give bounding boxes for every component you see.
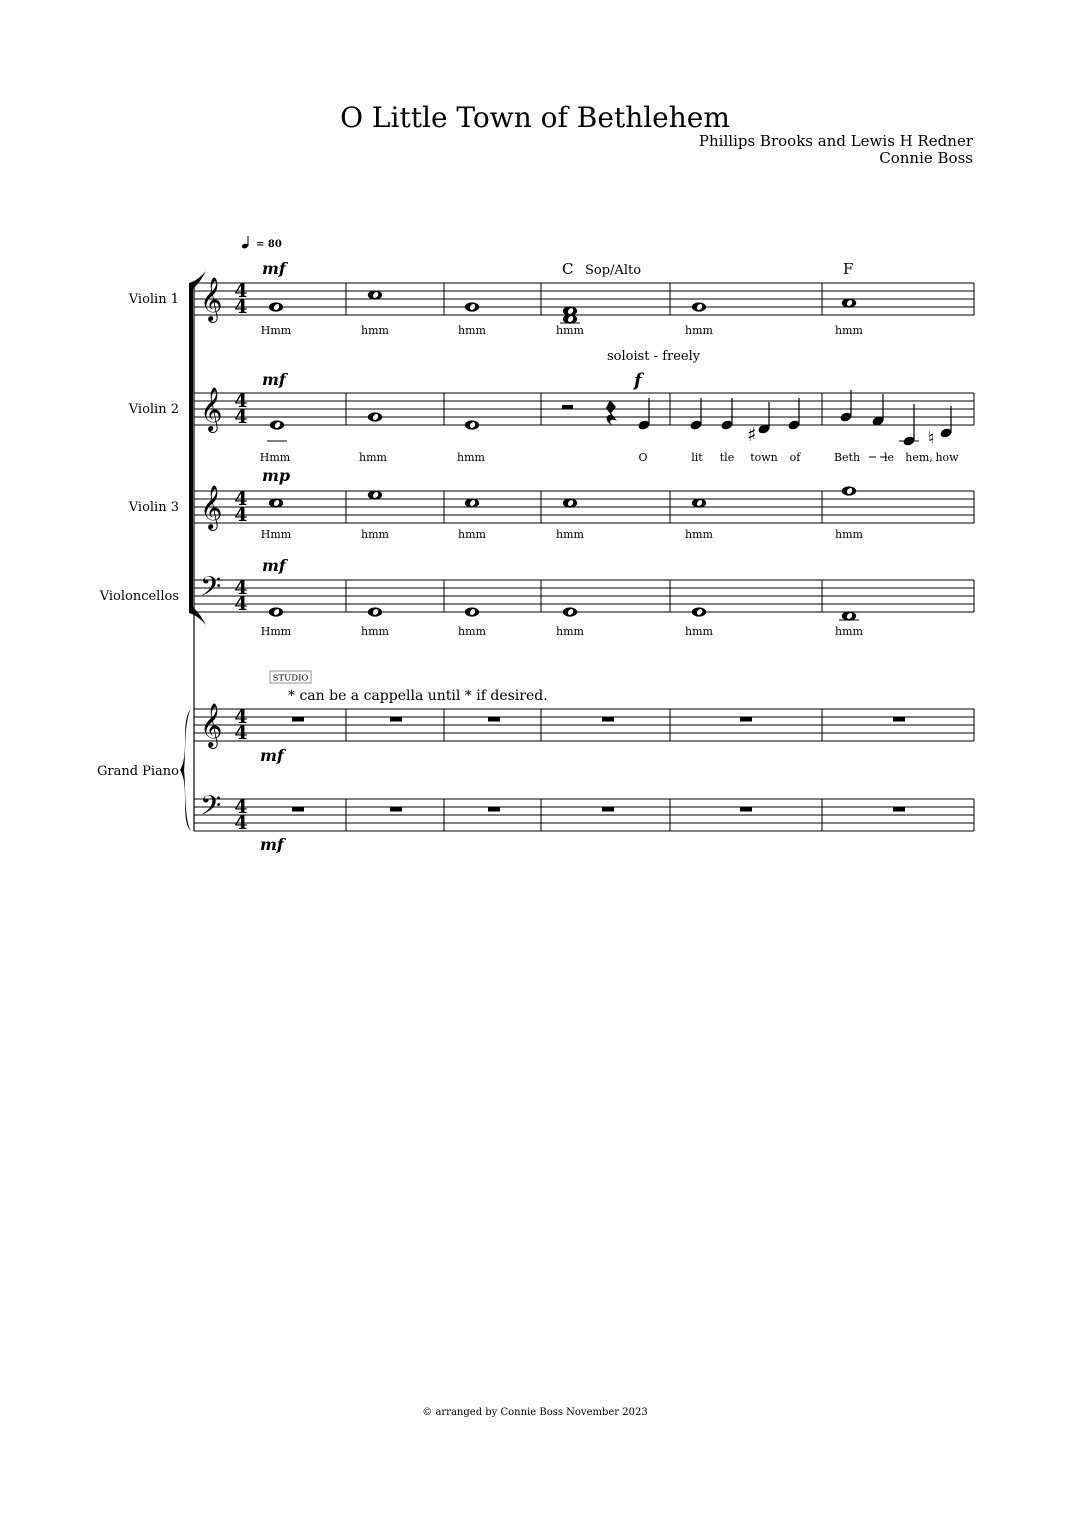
lyric-syllable: hmm — [685, 625, 713, 638]
violin-2-staff — [128, 370, 974, 464]
lyric-syllable: Hmm — [260, 528, 292, 541]
tempo-text: = 80 — [256, 239, 282, 250]
lyric-syllable: of — [789, 451, 801, 464]
violin-3-label: Violin 3 — [128, 500, 179, 515]
piano-rests — [292, 717, 905, 812]
violin-2-solo-dynamic — [632, 370, 645, 391]
whole-rest — [292, 807, 304, 812]
whole-rest — [893, 807, 905, 812]
piano-brace — [180, 709, 191, 831]
svg-text:mf: mf — [262, 556, 286, 575]
treble-clef-icon: 𝄞 — [200, 387, 223, 431]
lyric-syllable: tle — [719, 451, 735, 464]
svg-text:mp: mp — [262, 466, 291, 485]
lyric-syllable: hmm — [458, 625, 486, 638]
violin-3-staff-lines — [194, 485, 974, 531]
lyric-syllable: O — [638, 451, 648, 464]
lyric-syllable: Hmm — [260, 324, 292, 337]
svg-text:mf: mf — [260, 835, 284, 854]
cello-label: Violoncellos — [99, 589, 179, 604]
lyric-syllable: hmm — [457, 451, 485, 464]
lyric-syllable: hmm — [361, 324, 389, 337]
time-sig-lower: 4 — [234, 406, 248, 428]
lyric-syllable: hmm — [359, 451, 387, 464]
lyric-syllable: hmm — [685, 528, 713, 541]
lyric-syllable: hmm — [556, 324, 584, 337]
bass-clef-icon: 𝄢 — [200, 789, 222, 828]
treble-clef-icon: 𝄞 — [200, 485, 223, 529]
quarter-rest — [606, 400, 617, 425]
lyric-syllable: hmm — [685, 324, 713, 337]
piano-rh-staff-lines — [194, 703, 974, 749]
svg-text:f: f — [634, 370, 642, 391]
lyric-syllable: Hmm — [260, 625, 292, 638]
lyric-syllable: Hmm — [259, 451, 291, 464]
composer-credit: Phillips Brooks and Lewis H Redner — [698, 132, 973, 150]
time-sig-upper: 4 — [234, 280, 248, 302]
violin-2-label: Violin 2 — [128, 402, 179, 417]
sharp-icon: ♯ — [747, 424, 757, 446]
lyric-syllable: hmm — [458, 324, 486, 337]
violin-3-lyrics — [261, 528, 864, 541]
whole-rest — [292, 717, 304, 722]
chord-symbol-f: F — [843, 260, 854, 278]
violin-1-lyrics — [261, 324, 864, 337]
whole-rest — [488, 717, 500, 722]
whole-rest — [390, 717, 402, 722]
lyric-syllable: hmm — [361, 625, 389, 638]
time-sig-lower: 4 — [234, 812, 248, 834]
time-sig-lower: 4 — [234, 593, 248, 615]
copyright-footer: © arranged by Connie Boss November 2023 — [422, 1407, 648, 1418]
studio-mark: STUDIO — [272, 673, 309, 684]
lyric-syllable: hmm — [835, 528, 863, 541]
whole-rest — [602, 807, 614, 812]
piano-label: Grand Piano — [96, 764, 179, 779]
violin-1-staff-lines — [194, 277, 974, 323]
lyric-syllable: hmm — [458, 528, 486, 541]
time-sig-lower: 4 — [234, 296, 248, 318]
violin-1-dynamic — [262, 259, 289, 278]
piano-staff — [97, 703, 974, 854]
cello-staff — [99, 556, 974, 638]
whole-rest — [602, 717, 614, 722]
piano-lh-dynamic — [260, 835, 287, 854]
time-sig-upper: 4 — [234, 577, 248, 599]
lyric-syllable: hmm — [361, 528, 389, 541]
lyric-syllable: hem, — [905, 451, 933, 464]
tempo-marking — [241, 236, 282, 250]
cello-notes — [269, 607, 859, 620]
svg-text:mf: mf — [262, 259, 286, 278]
half-rest — [562, 405, 573, 409]
lyric-syllable: how — [935, 451, 959, 464]
violin-2-lyrics — [260, 451, 959, 464]
lyric-syllable: hmm — [556, 528, 584, 541]
cello-dynamic — [262, 556, 289, 575]
lyric-syllable: town — [750, 451, 778, 464]
time-sig-upper: 4 — [234, 390, 248, 412]
soloist-direction: soloist - freely — [607, 349, 701, 364]
time-sig-upper: 4 — [234, 706, 248, 728]
piano-performance-note: * can be a cappella until * if desired. — [288, 688, 548, 704]
natural-icon: ♮ — [928, 428, 935, 449]
treble-clef-icon: 𝄞 — [200, 277, 223, 321]
time-sig-upper: 4 — [234, 488, 248, 510]
violin-3-staff — [128, 466, 974, 541]
bass-clef-icon: 𝄢 — [200, 570, 222, 609]
rehearsal-text: Sop/Alto — [585, 263, 642, 278]
svg-text:mf: mf — [260, 746, 284, 765]
whole-rest — [740, 717, 752, 722]
violin-2-staff-lines — [194, 387, 974, 433]
svg-text:mf: mf — [262, 370, 286, 389]
treble-clef-icon: 𝄞 — [200, 703, 223, 747]
lyric-syllable: le — [883, 451, 895, 464]
time-sig-lower: 4 — [234, 504, 248, 526]
violin-1-label: Violin 1 — [128, 292, 179, 307]
score-title: O Little Town of Bethlehem — [340, 101, 730, 134]
chord-symbol-c: C — [562, 260, 574, 278]
lyric-syllable: lit — [691, 451, 703, 464]
whole-rest — [740, 807, 752, 812]
cello-staff-lines — [194, 570, 974, 615]
violin-2-notes — [267, 390, 953, 449]
whole-rest — [893, 717, 905, 722]
violin-3-notes — [269, 486, 856, 507]
time-sig-upper: 4 — [234, 796, 248, 818]
lyric-syllable: hmm — [556, 625, 584, 638]
whole-rest — [390, 807, 402, 812]
piano-rh-dynamic — [260, 746, 287, 765]
arranger-credit: Connie Boss — [879, 149, 973, 167]
time-sig-lower: 4 — [234, 722, 248, 744]
violin-2-dynamic — [262, 370, 289, 389]
lyric-syllable: hmm — [835, 625, 863, 638]
cello-lyrics — [261, 625, 864, 638]
lyric-syllable: hmm — [835, 324, 863, 337]
violin-3-dynamic — [262, 466, 290, 485]
whole-rest — [488, 807, 500, 812]
piano-lh-staff-lines — [194, 789, 974, 834]
lyric-syllable: Beth — [833, 451, 861, 464]
